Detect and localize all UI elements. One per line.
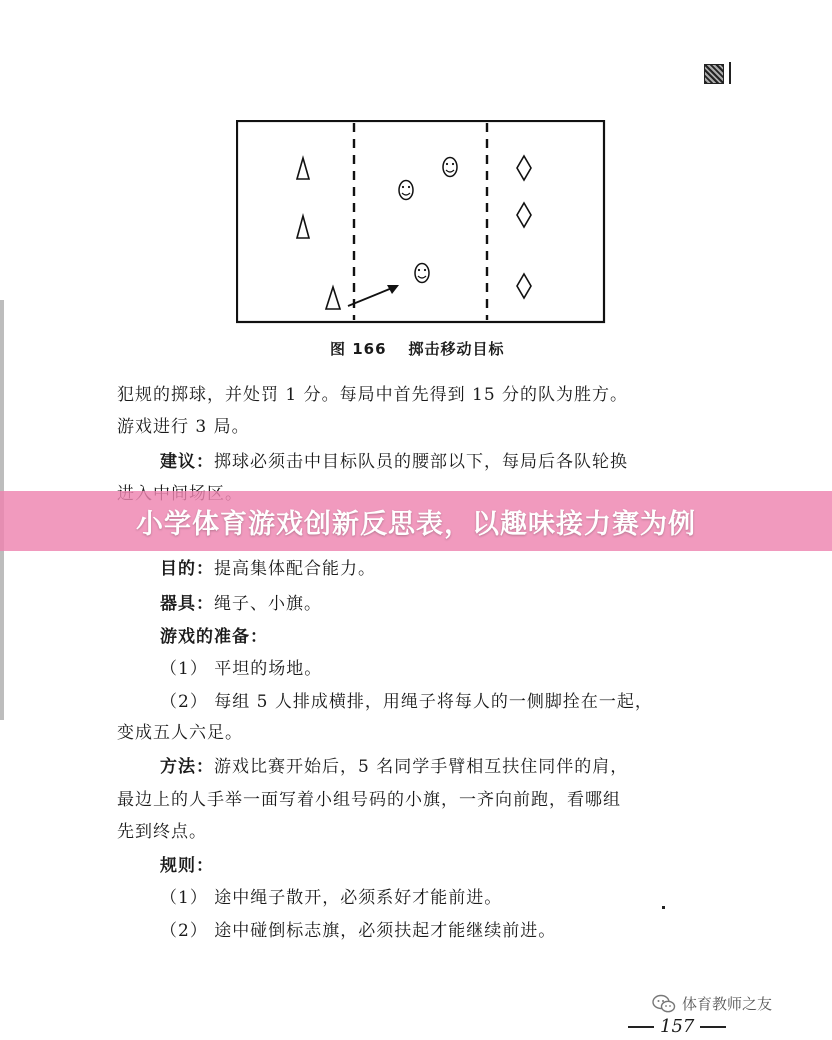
figure-caption <box>330 338 527 359</box>
text-line-goal <box>160 554 376 579</box>
page-corner-rule <box>729 62 731 84</box>
footer-dash-right <box>700 1026 726 1028</box>
scan-speck <box>662 906 665 909</box>
page-corner-marker <box>704 64 724 84</box>
text-line-method-2: 最边上的人手举一面写着小组号码的小旗，一齐向前跑，看哪组 <box>117 790 621 810</box>
text-line-prep-2: （2） 每组 5 人排成横排，用绳子将每人的一侧脚拴在一起， <box>160 692 653 712</box>
suggestion-text: 掷球必须击中目标队员的腰部以下，每局后各队轮换 <box>214 452 628 472</box>
page-number: 157 <box>660 1016 695 1037</box>
smiley-target-2 <box>443 158 457 177</box>
diamond-player-3 <box>517 274 531 298</box>
text-line-equipment <box>160 589 322 614</box>
footer-dash-left <box>628 1026 654 1028</box>
watermark-text: 体育教师之友 <box>682 995 773 1013</box>
text-line-method-3: 先到终点。 <box>117 822 207 842</box>
diamond-player-1 <box>517 156 531 180</box>
text-line-rules <box>160 851 214 876</box>
label-suggestion: 建议： <box>160 452 214 472</box>
text-line-2: 游戏进行 3 局。 <box>117 417 250 437</box>
figure-number: 图 166 <box>330 340 387 358</box>
smiley-target-1 <box>399 181 413 200</box>
label-method: 方法： <box>160 757 214 777</box>
equipment-text: 绳子、小旗。 <box>214 594 322 614</box>
text-line-3 <box>160 447 628 472</box>
banner-title: 小学体育游戏创新反思表，以趣味接力赛为例 <box>136 508 696 540</box>
court-diagram <box>236 120 606 326</box>
rules-heading: 规则： <box>160 856 214 876</box>
triangle-player-3 <box>326 287 340 309</box>
text-line-prep-1: （1） 平坦的场地。 <box>160 659 323 679</box>
text-line-rule-2: （2） 途中碰倒标志旗，必须扶起才能继续前进。 <box>160 921 557 941</box>
watermark <box>652 993 772 1014</box>
method-text: 游戏比赛开始后，5 名同学手臂相互扶住同伴的肩， <box>214 757 629 777</box>
triangle-player-2 <box>297 216 309 238</box>
figure-title: 掷击移动目标 <box>408 340 505 358</box>
title-banner <box>0 491 832 551</box>
text-line-prep-2-cont: 变成五人六足。 <box>117 723 243 743</box>
text-line-1: 犯规的掷球，并处罚 1 分。每局中首先得到 15 分的队为胜方。 <box>117 385 629 405</box>
smiley-target-3 <box>415 264 429 283</box>
court-boundary <box>237 121 604 322</box>
page-number-footer <box>622 1016 732 1037</box>
goal-text: 提高集体配合能力。 <box>214 559 376 579</box>
text-line-method <box>160 752 628 777</box>
diamond-player-2 <box>517 203 531 227</box>
text-line-rule-1: （1） 途中绳子散开，必须系好才能前进。 <box>160 888 503 908</box>
text-line-preparation <box>160 622 268 647</box>
label-goal: 目的： <box>160 559 214 579</box>
preparation-heading: 游戏的准备： <box>160 627 268 647</box>
triangle-player-1 <box>297 158 309 179</box>
wechat-icon <box>652 994 676 1014</box>
label-equipment: 器具： <box>160 594 214 614</box>
